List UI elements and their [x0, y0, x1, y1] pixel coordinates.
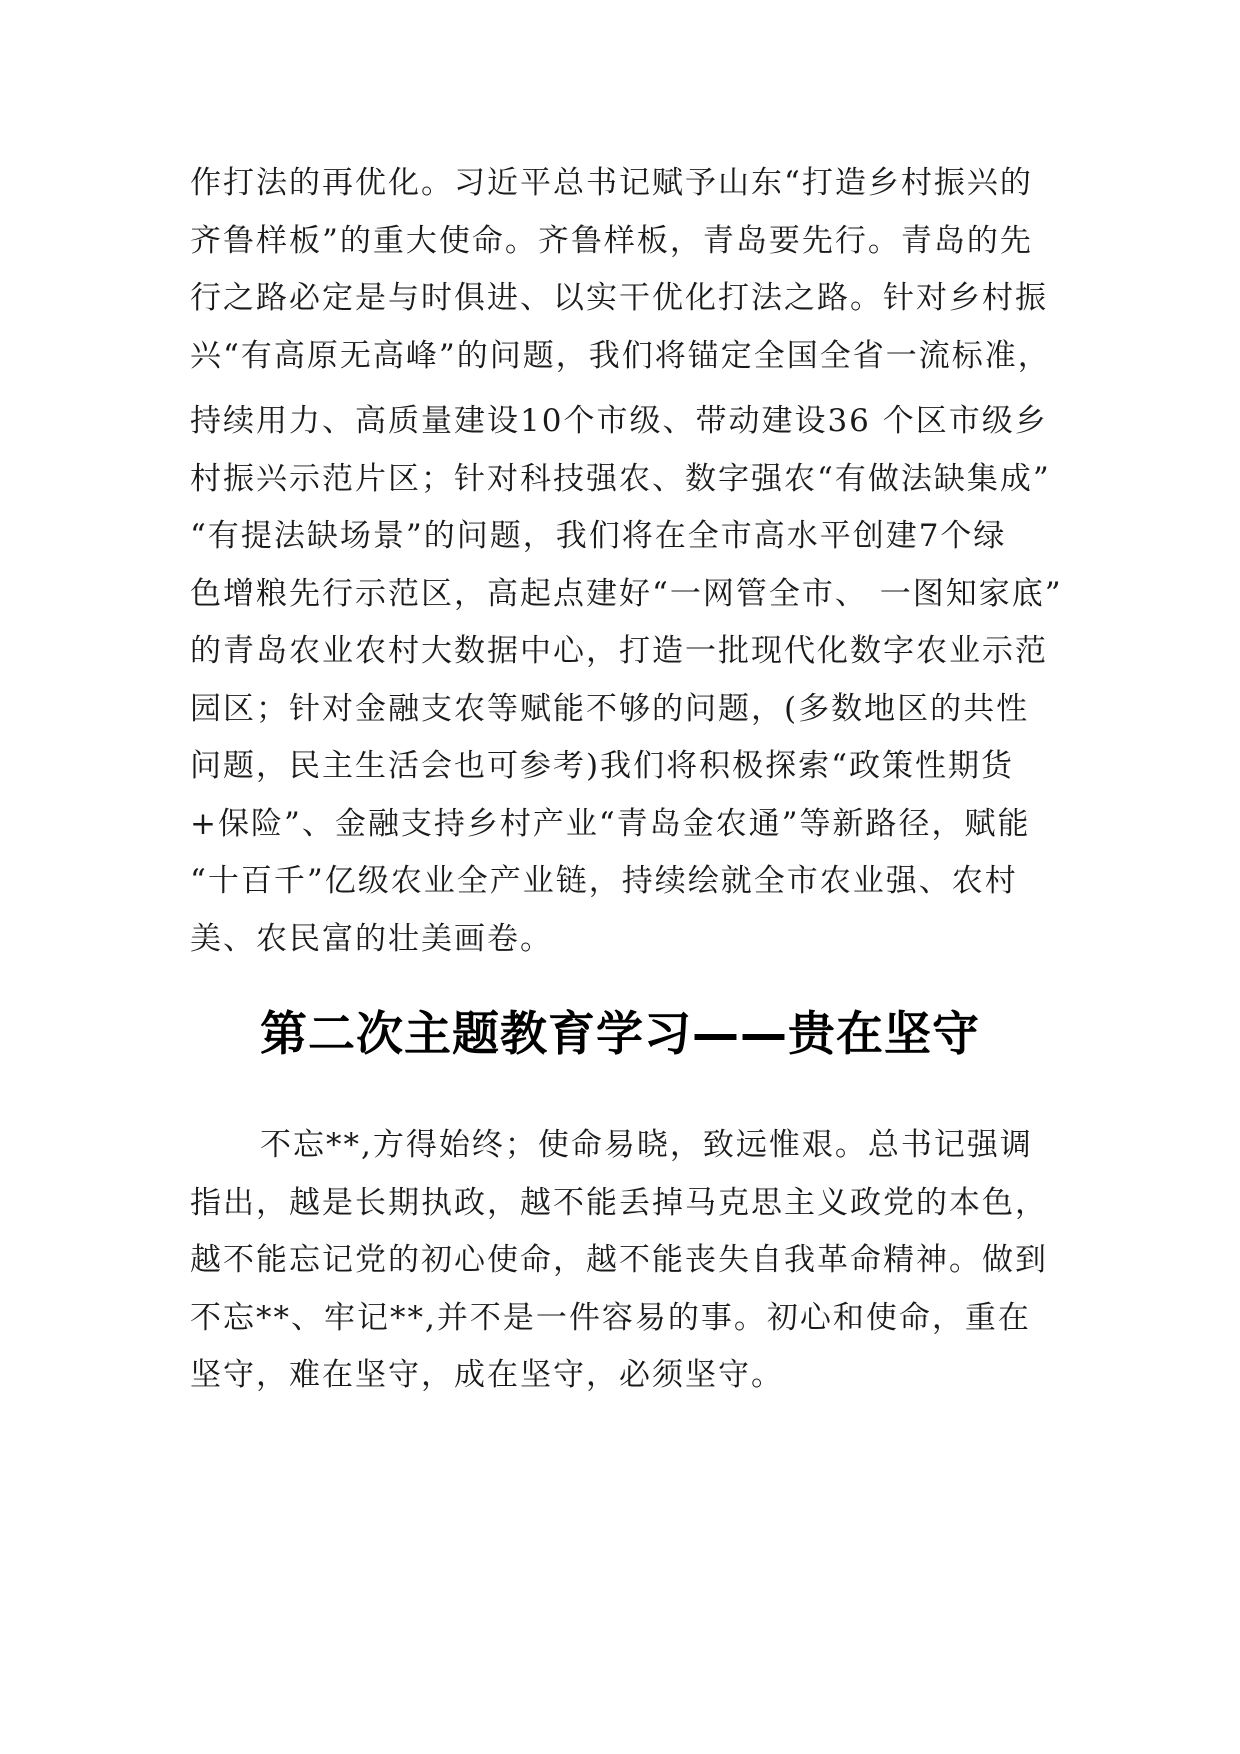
paragraph-line: 的青岛农业农村大数据中心，打造一批现代化数字农业示范: [190, 633, 1048, 669]
paragraph-line: 指出，越是长期执政，越不能丢掉马克思主义政党的本色，: [190, 1184, 1048, 1221]
paragraph-line: 色增粮先行示范区，高起点建好“一网管全市、 一图知家底”: [190, 575, 1063, 612]
paragraph-line: 村振兴示范片区；针对科技强农、数字强农“有做法缺集成”: [190, 460, 1051, 497]
paragraph-line: 齐鲁样板”的重大使命。齐鲁样板，青岛要先行。青岛的先: [190, 222, 1033, 259]
paragraph-line: 不忘**,方得始终；使命易晓，致远惟艰。总书记强调: [260, 1127, 1033, 1163]
paragraph-line: 问题，民主生活会也可参考)我们将积极探索“政策性期货: [190, 748, 1014, 784]
paragraph-line: “十百千”亿级农业全产业链，持续绘就全市农业强、农村: [190, 863, 1018, 899]
paragraph-line: 园区；针对金融支农等赋能不够的问题，(多数地区的共性: [190, 690, 1030, 727]
paragraph-line: 作打法的再优化。习近平总书记赋予山东“打造乡村振兴的: [190, 165, 1033, 201]
paragraph-line: +保险”、金融支持乡村产业“青岛金农通”等新路径，赋能: [190, 805, 1031, 842]
paragraph-line: “有提法缺场景”的问题，我们将在全市高水平创建7个绿: [190, 518, 1007, 554]
paragraph-line: 坚守，难在坚守，成在坚守，必须坚守。: [190, 1357, 784, 1393]
body-paragraph-2: [190, 1117, 1070, 1405]
body-paragraph-1: [190, 155, 1070, 968]
section-heading: 第二次主题教育学习——贵在坚守: [260, 1007, 980, 1062]
paragraph-line: 持续用力、高质量建设10个市级、带动建设36 个区市级乡: [190, 403, 1048, 439]
paragraph-line: 越不能忘记党的初心使命，越不能丧失自我革命精神。做到: [190, 1242, 1048, 1278]
paragraph-line: 美、农民富的壮美画卷。: [190, 920, 553, 957]
paragraph-line: 不忘**、牢记**,并不是一件容易的事。初心和使命，重在: [190, 1299, 1031, 1336]
paragraph-line: 行之路必定是与时俱进、以实干优化打法之路。针对乡村振: [190, 280, 1048, 316]
paragraph-line: 兴“有高原无高峰”的问题，我们将锚定全国全省一流标准，: [190, 337, 1051, 374]
